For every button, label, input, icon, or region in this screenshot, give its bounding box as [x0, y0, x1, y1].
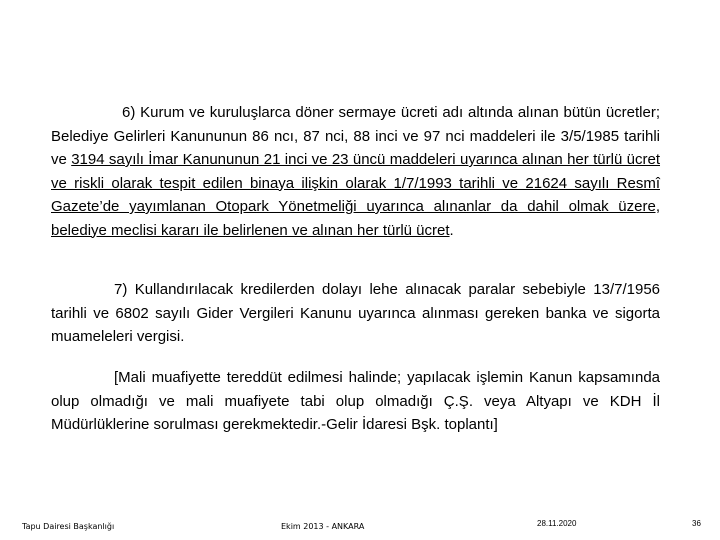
footer-event: Ekim 2013 - ANKARA — [281, 522, 365, 531]
paragraph-7 — [51, 278, 660, 349]
note-text: [Mali muafiyette tereddüt edilmesi halinde; yapılacak işlemin Kanun kapsamında olup olmadığı ve mali muafiyete tabi olup olmadığı Ç.Ş. veya Altyapı ve KDH İl Müdürlüklerine sorulması gerekmektedir.-Gelir İdaresi Bşk. toplantı] — [51, 369, 660, 433]
paragraph-6-underlined: 3194 sayılı İmar Kanununun 21 inci ve 23 üncü maddeleri uyarınca alınan her türlü ücret ve riskli olarak tespit edilen binaya ilişkin olarak 1/7/1993 tarihli ve 21624 sayılı Resmî Gazete’de yayımlanan Otopark Yönetmeliği uyarınca alınanlar da dahil olmak üzere, belediye meclisi kararı ile belirlenen ve alınan her türlü ücret — [51, 151, 661, 239]
paragraph-7-text: 7) Kullandırılacak kredilerden dolayı lehe alınacak paralar sebebiyle 13/7/1956 tarihli ve 6802 sayılı Gider Vergileri Kanunu uyarınca alınması gereken banka ve sigorta muameleleri vergisi. — [51, 281, 660, 345]
note-paragraph — [51, 366, 660, 437]
paragraph-6 — [51, 101, 660, 242]
footer-date: 28.11.2020 — [537, 519, 577, 528]
footer-organization: Tapu Dairesi Başkanlığı — [22, 522, 115, 531]
footer-page-number: 36 — [692, 519, 701, 528]
paragraph-6-tail: . — [449, 221, 454, 239]
paragraph-6-lead: 6) Kurum ve kuruluşlarca döner sermaye ücreti adı altında alınan bütün ücretler; Belediye Gelirleri Kanununun 86 ncı, 87 nci, 88 inci ve 97 nci maddeleri ile 3/5/1985 tarihli ve — [51, 104, 660, 168]
